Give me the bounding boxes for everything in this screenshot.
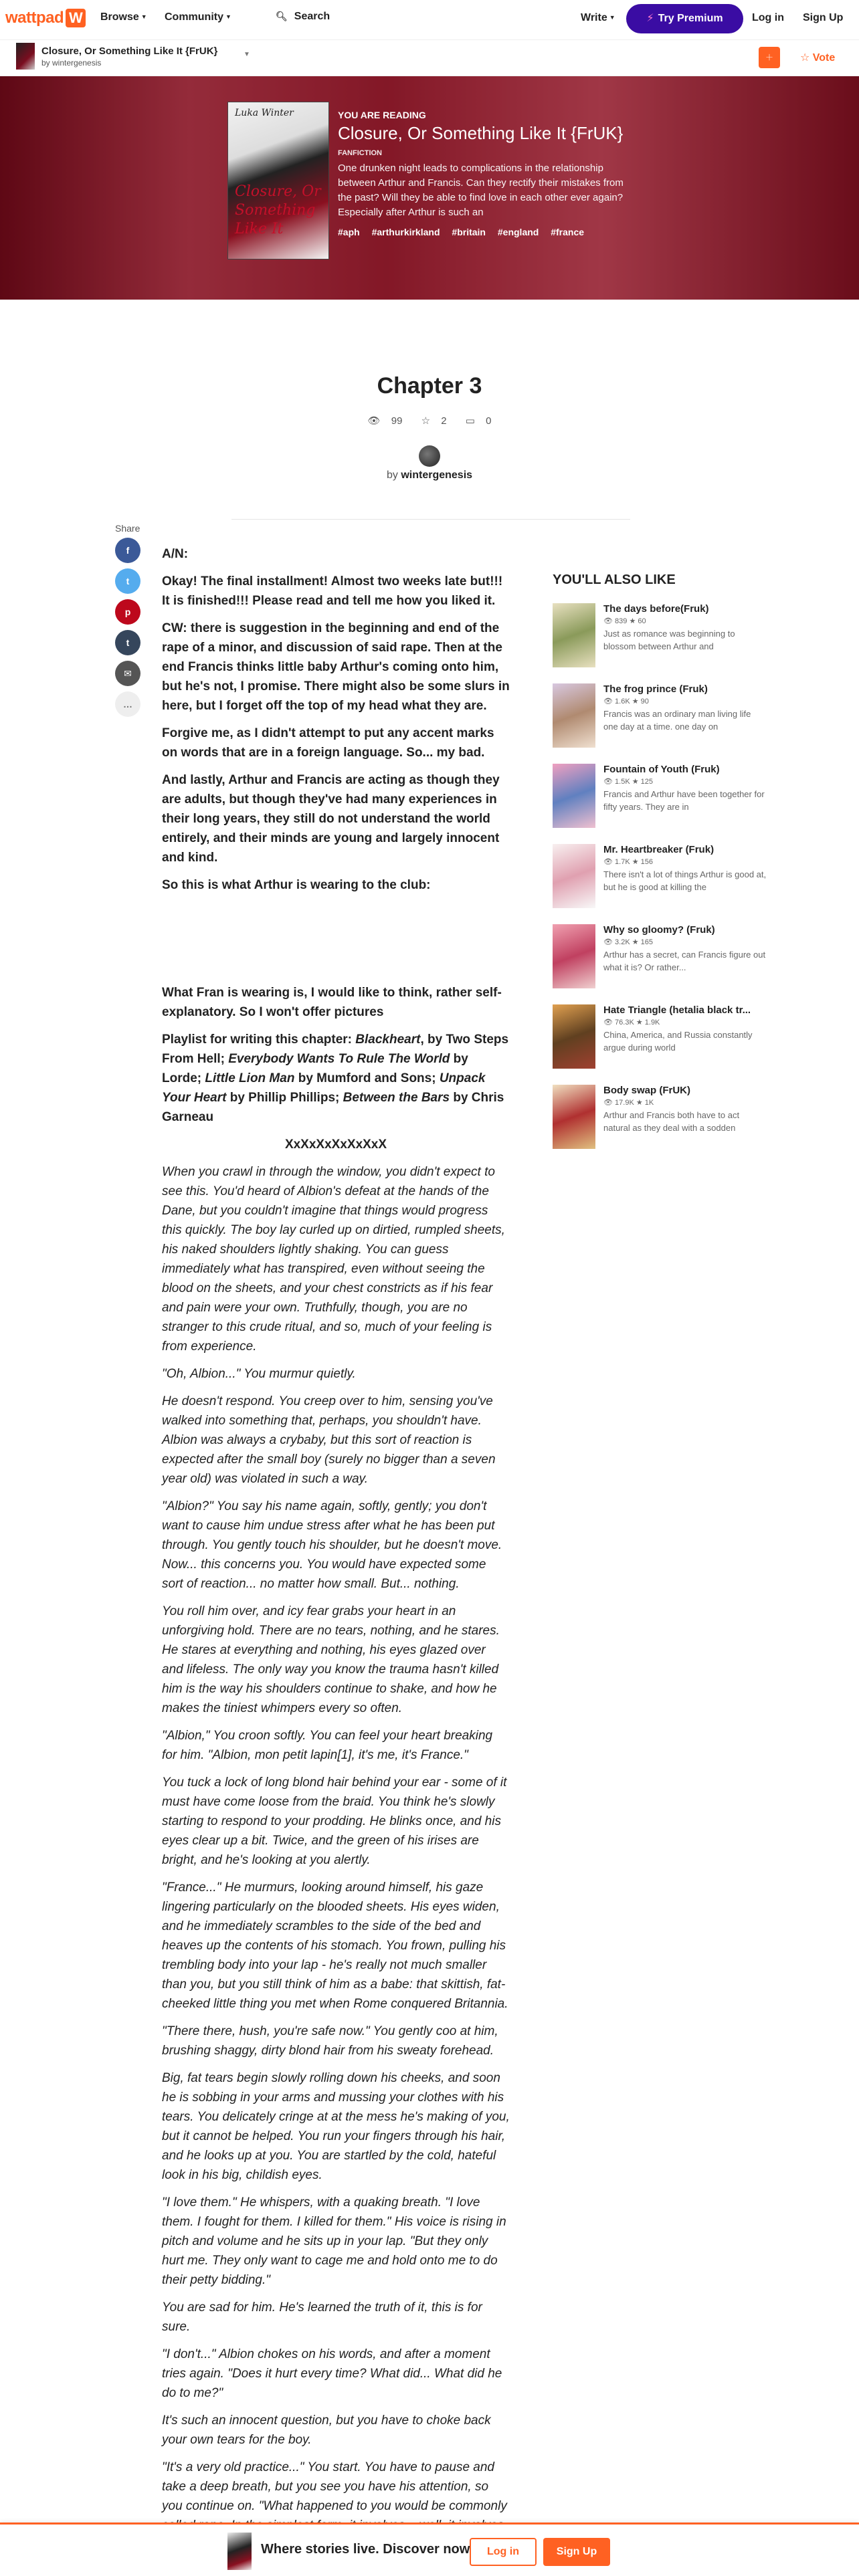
hero-category[interactable]: FANFICTION (338, 149, 382, 157)
write-label: Write (581, 12, 607, 23)
rec-title[interactable]: Mr. Heartbreaker (Fruk) (603, 844, 714, 855)
add-to-list-button[interactable] (759, 47, 780, 68)
eye-icon: 👁︎ (603, 617, 615, 625)
share-more-button[interactable] (115, 691, 140, 717)
star-icon: ★ (636, 1099, 645, 1107)
login-link[interactable]: Log in (752, 12, 784, 23)
twitter-icon: t (126, 576, 130, 586)
star-icon: ★ (636, 1018, 645, 1027)
rec-stats: 👁︎ 3.2K ★ 165 (603, 938, 654, 946)
eye-icon: 👁︎ (603, 1018, 615, 1027)
rec-title[interactable]: The days before(Fruk) (603, 603, 709, 615)
rec-stats: 👁︎ 1.6K ★ 90 (603, 697, 649, 706)
recommendation-item[interactable] (553, 764, 767, 831)
bolt-icon: ⚡ (646, 13, 654, 24)
wattpad-logo[interactable] (5, 9, 86, 27)
paragraph: So this is what Arthur is wearing to the club: (162, 878, 431, 892)
paragraph: "Albion," You croon softly. You can feel your heart breaking for him. "Albion, mon petit lapin[1], it's me, it's France." (162, 1729, 493, 1762)
community-menu[interactable] (165, 11, 231, 23)
section-separator: XxXxXxXxXxXxX (284, 1138, 387, 1152)
hero-title[interactable]: Closure, Or Something Like It {FrUK} (338, 123, 624, 143)
paragraph: It's such an innocent question, but you have to choke back your own tears for the boy. (162, 2413, 491, 2447)
playlist-paragraph: Playlist for writing this chapter: Blackheart, by Two Steps From Hell; Everybody Wants To Rule The World by Lorde; Little Lion Man by Mumford and Sons; Unpack Your Heart by Phillip Phillips; Between the Bars by Chris Garneau (162, 1033, 509, 1124)
also-like-heading: YOU'LL ALSO LIKE (553, 572, 676, 587)
eye-icon: 👁︎ (603, 858, 615, 866)
rec-description: Arthur has a secret, can Francis figure out what it is? Or rather... (603, 950, 766, 972)
divider (231, 519, 630, 520)
chevron-down-icon: ▼ (225, 13, 231, 20)
rec-cover[interactable] (553, 764, 595, 828)
community-label: Community (165, 11, 223, 23)
star-icon: ★ (632, 858, 641, 866)
recommendation-item[interactable] (553, 1004, 767, 1071)
eye-icon: 👁︎ (367, 415, 383, 427)
hero-tags (338, 227, 632, 237)
rec-cover[interactable] (553, 844, 595, 908)
rec-description: There isn't a lot of things Arthur is good at, but he is good at killing the (603, 869, 767, 892)
cover-author-text: Luka Winter (235, 108, 294, 118)
bottom-signup-banner (0, 2523, 859, 2576)
search-placeholder: Search (294, 11, 330, 22)
star-icon: ★ (629, 617, 638, 625)
banner-cover (227, 2533, 252, 2570)
search-input[interactable] (276, 11, 330, 23)
paragraph: You are sad for him. He's learned the truth of it, this is for sure. (162, 2300, 482, 2334)
paragraph: "There there, hush, you're safe now." You gently coo at him, brushing shaggy, dirty blond hair from his sweaty forehead. (162, 2024, 498, 2058)
star-icon: ★ (632, 697, 641, 706)
recommendation-item[interactable] (553, 683, 767, 750)
rec-description: Francis and Arthur have been together for fifty years. They are in (603, 789, 765, 812)
rec-title[interactable]: The frog prince (Fruk) (603, 683, 708, 695)
story-bar (0, 40, 859, 76)
story-cover[interactable] (227, 102, 329, 259)
top-nav (0, 0, 859, 40)
share-facebook-button[interactable] (115, 538, 140, 563)
paragraph: Forgive me, as I didn't attempt to put any accent marks on words that are in a foreign language. So... my bad. (162, 726, 494, 760)
rec-cover[interactable] (553, 683, 595, 748)
rec-cover[interactable] (553, 1085, 595, 1149)
comments-stat: ▭ 0 (465, 415, 492, 427)
paragraph: "It's a very old practice..." You start. You have to pause and take a deep breath, but you see you have his attention, so you continue on. "What happened to you would be commonly (162, 2460, 507, 2513)
paragraph: Okay! The final installment! Almost two weeks late but!!! It is finished!!! Please read and tell me how you liked it. (162, 574, 503, 608)
paragraph: Big, fat tears begin slowly rolling down his cheeks, and soon he is sobbing in your arms and mussing your clothes with his tears. You delicately cringe at at the mess he's making of you, but it cannot be helped. You run your fingers through his hair, and he looks up at you. You are startled by the cold, hateful look in his big, childish eyes. (162, 2071, 510, 2182)
you-are-reading-label: YOU ARE READING (338, 110, 426, 120)
share-pinterest-button[interactable] (115, 599, 140, 625)
chapter-title: Chapter 3 (377, 373, 482, 399)
paragraph: "France..." He murmurs, looking around himself, his gaze lingering particularly on the blooded sheets. His eyes widen, and he immediately scrambles to the side of the bed and heaves up the contents of his stomach. You frown, pulling his trembling body into your lap - he's really not much smaller than you, but you still think of him as a babe: that skittish, fat-cheeked little thing you met when Rome conquered Britannia. (162, 1881, 508, 2011)
rec-cover[interactable] (553, 603, 595, 667)
recommendation-item[interactable] (553, 844, 767, 911)
paragraph: CW: there is suggestion in the beginning and end of the rape of a minor, and discussion of said rape. Then at the end Francis thinks little baby Arthur's coming onto him, but he's not, I promise. There might also be some slurs in here, but I forget off the top of my head what they are. (162, 621, 510, 713)
rec-stats: 👁︎ 76.3K ★ 1.9K (603, 1018, 660, 1027)
paragraph: When you crawl in through the window, you didn't expect to see this. You'd heard of Albion's defeat at the hands of the Dane, but you couldn't imagine that things would progress this quickly. The boy lay curled up on dirtied, rumpled sheets, his naked shoulders lightly shaking. You can guess immediately what has transpired, even without seeing the blood on the sheets, and your chest constricts as if his fear and pain were your own. Truthfully, though, you are no stranger to this crude ritual, and so, much of your feeling is from experience. (162, 1165, 505, 1354)
rec-description: Francis was an ordinary man living life one day at a time. one day on (603, 709, 751, 732)
story-title[interactable]: Closure, Or Something Like It {FrUK} (41, 45, 218, 57)
hero-description: One drunken night leads to complications in the relationship between Arthur and Francis. Can they rectify their mistakes from the past? Will they be able to find love in each other ever again? Especially after Arthur is such an (338, 163, 624, 218)
eye-icon: 👁︎ (603, 938, 615, 946)
rec-stats: 👁︎ 839 ★ 60 (603, 617, 646, 625)
pinterest-icon: p (124, 607, 131, 617)
paragraph: He doesn't respond. You creep over to him, sensing you've walked into something that, perhaps, you shouldn't have. Albion was always a crybaby, but this sort of reaction is expected after the small boy (surely no bigger than a seven year old) was violated in such a way. (162, 1394, 496, 1486)
rec-title[interactable]: Body swap (FrUK) (603, 1085, 691, 1096)
tag[interactable]: #britain (452, 227, 486, 237)
chapter-stats (0, 415, 859, 427)
recommendation-item[interactable] (553, 924, 767, 991)
share-label: Share (115, 523, 140, 534)
story-hero (0, 76, 859, 300)
banner-signup-button[interactable]: Sign Up (543, 2538, 610, 2566)
tag[interactable]: #aph (338, 227, 360, 237)
eye-icon: 👁︎ (603, 778, 615, 786)
rec-title[interactable]: Why so gloomy? (Fruk) (603, 924, 715, 936)
search-icon: 🔍︎ (276, 11, 288, 21)
paragraph: "Oh, Albion..." You murmur quietly. (162, 1367, 356, 1381)
facebook-icon: f (126, 545, 130, 556)
cover-title-text: Closure, Or Something Like It (235, 183, 321, 237)
paragraph: You roll him over, and icy fear grabs your heart in an unforgiving hold. There are no tears, nothing, and he stares. He stares at everything and nothing, his eyes glazed over and lifeless. The only way you know the trauma hasn't killed him is the way his shoulders continue to shake, and how he makes the tiniest whimpers every so often. (162, 1604, 500, 1715)
envelope-icon: ✉ (124, 668, 132, 679)
paragraph: And lastly, Arthur and Francis are acting as though they are adults, but though they've had many experiences in their long years, they still do not understand the world entirely, and their minds are young and largely innocent and kind. (162, 773, 500, 865)
banner-login-button[interactable]: Log in (470, 2538, 537, 2566)
paragraph: "I don't..." Albion chokes on his words, and after a moment tries again. "Does it hurt every time? What did... What did he do to me?" (162, 2347, 502, 2400)
eye-icon: 👁︎ (603, 1099, 615, 1107)
browse-label: Browse (100, 11, 139, 23)
reads-stat: 👁︎ 99 (367, 415, 403, 427)
tag[interactable]: #france (551, 227, 585, 237)
rec-stats: 👁︎ 1.7K ★ 156 (603, 858, 654, 866)
chevron-down-icon[interactable]: ▼ (244, 51, 250, 58)
author-avatar[interactable] (419, 445, 440, 467)
more-icon: … (123, 699, 132, 710)
rec-description: Just as romance was beginning to blossom between Arthur and (603, 629, 735, 651)
paragraph: A/N: (162, 547, 189, 561)
write-menu[interactable] (581, 12, 615, 24)
vote-label: Vote (812, 52, 836, 64)
browse-menu[interactable] (100, 11, 147, 23)
banner-text: Where stories live. Discover now (261, 2542, 470, 2557)
rec-stats: 👁︎ 1.5K ★ 125 (603, 778, 654, 786)
rec-description: China, America, and Russia constantly argue during world (603, 1030, 753, 1053)
share-twitter-button[interactable] (115, 568, 140, 594)
paragraph: What Fran is wearing is, I would like to think, rather self-explanatory. So I won't offer pictures (162, 986, 502, 1019)
hero-info (338, 110, 632, 237)
chevron-down-icon: ▼ (140, 13, 147, 20)
star-icon: ★ (632, 778, 641, 786)
by-text: by (386, 469, 398, 481)
comment-icon: ▭ (465, 415, 478, 427)
rec-description: Arthur and Francis both have to act natural as they deal with a sodden (603, 1110, 740, 1133)
tag[interactable]: #england (497, 227, 539, 237)
vote-button[interactable] (800, 51, 835, 64)
rec-title[interactable]: Hate Triangle (hetalia black tr... (603, 1004, 751, 1016)
chevron-down-icon: ▼ (609, 14, 615, 21)
premium-label: Try Premium (658, 13, 723, 24)
rec-cover[interactable] (553, 1004, 595, 1069)
rec-stats: 👁︎ 17.9K ★ 1K (603, 1099, 654, 1107)
share-tumblr-button[interactable] (115, 630, 140, 655)
tag[interactable]: #arthurkirkland (371, 227, 440, 237)
eye-icon: 👁︎ (603, 697, 615, 706)
recommendation-item[interactable] (553, 1085, 767, 1152)
author-byline (0, 469, 859, 481)
tumblr-icon: t (126, 637, 130, 648)
star-icon: ☆ (800, 52, 813, 64)
paragraph: "Albion?" You say his name again, softly, gently; you don't want to cause him undue stress after what he has been put through. You gently touch his shoulder, but he doesn't move. Now... this concerns you. You would have expected some sort of reaction... no matter how small. But... nothing. (162, 1499, 502, 1591)
logo-text: wattpad (5, 9, 64, 27)
rec-title[interactable]: Fountain of Youth (Fruk) (603, 764, 720, 775)
image-placeholder (162, 903, 510, 983)
recommendation-item[interactable] (553, 603, 767, 670)
rec-cover[interactable] (553, 924, 595, 988)
votes-stat: ☆ 2 (421, 415, 447, 427)
plus-icon: ＋ (765, 53, 773, 62)
logo-w-icon: W (66, 9, 86, 27)
paragraph: You tuck a lock of long blond hair behind your ear - some of it must have come loose from the braid. You think he's slowly starting to respond to your prodding. He blinks once, and his eyes clear up a bit. Twice, and the green of his irises are bright, and he's looking at you alertly. (162, 1776, 507, 1867)
signup-link[interactable]: Sign Up (803, 12, 844, 23)
share-email-button[interactable] (115, 661, 140, 686)
paragraph: "I love them." He whispers, with a quaking breath. "I love them. I fought for them. I killed for them." His voice is rising in pitch and volume and he sits up in your lap. "But they only hurt me. They only want to cage me and hold onto me to do their petty bidding." (162, 2195, 506, 2287)
story-cover-thumb[interactable] (16, 43, 35, 70)
story-author[interactable]: by wintergenesis (41, 58, 102, 68)
try-premium-button[interactable] (626, 4, 743, 33)
author-link[interactable]: wintergenesis (401, 469, 473, 481)
story-body (162, 544, 510, 2543)
star-icon: ☆ (421, 415, 434, 427)
star-icon: ★ (632, 938, 641, 946)
